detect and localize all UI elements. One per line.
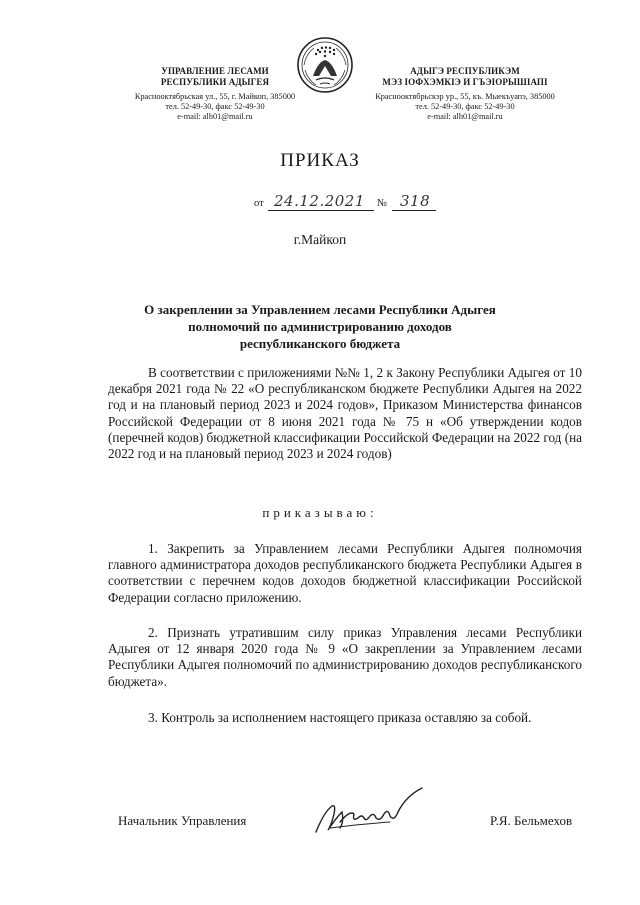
order-item-3: 3. Контроль за исполнением настоящего приказа оставляю за собой. — [148, 710, 532, 725]
org-address-left: Красноoктябрьская ул., 55, г. Майкоп, 385000 — [134, 92, 296, 101]
signatory-name: Р.Я. Бельмехов — [490, 813, 573, 828]
order-number-line — [252, 194, 472, 214]
number-prefix: № — [377, 198, 388, 209]
order-subject: О закреплении за Управлением лесами Республики Адыгея полномочий по администрированию доходов республиканского бюджета — [144, 302, 496, 351]
org-phone-right: тел. 52-49-30, факс 52-49-30 — [415, 102, 515, 111]
number-underline — [392, 210, 436, 211]
org-email-right: e-mail: alh01@mail.ru — [427, 112, 503, 121]
org-contacts-left — [90, 92, 340, 122]
org-address-right: Красноoктябрьскэр ур., 55, къ. Мыекъуапэ, 385000 — [375, 92, 555, 101]
document-title: ПРИКАЗ — [280, 150, 360, 171]
org-contacts-right — [340, 92, 590, 122]
preamble-paragraph: В соответствии с приложениями №№ 1, 2 к Закону Республики Адыгея от 10 декабря 2021 года № 22 «О республиканском бюджете Республики Адыгея на 2022 год и на плановый период 2023 и 2024 годов», Приказом Министерства финансов Российской Федерации от 8 июня 2021 года № 75 н «Об утверждении кодов (перечней кодов) бюджетной классификации Российской Федерации на 2022 год (на 2022 год и на плановый период 2023 и 2024 годов) — [108, 365, 582, 462]
order-date: 24.12.2021 — [274, 192, 365, 210]
date-prefix: от — [254, 198, 264, 209]
org-name-right: АДЫГЭ РЕСПУБЛИКЭМ МЭЗ ІОФХЭМКІЭ И ГЪЭІОРЫШІАПІ — [382, 66, 548, 87]
org-email-left: e-mail: alh01@mail.ru — [177, 112, 253, 121]
order-item-1: 1. Закрепить за Управлением лесами Республики Адыгея полномочия главного администратора доходов республиканского бюджета Республики Адыгея в соответствии с перечнем кодов доходов бюджетной классификации Российской Федерации согласно приложению. — [108, 541, 582, 605]
order-item-2: 2. Признать утратившим силу приказ Управления лесами Республики Адыгея от 12 января 2020 года № 9 «О закреплении за Управлением лесами Республики Адыгея полномочий по администрированию доходов республиканского бюджета». — [108, 625, 582, 689]
handwritten-signature — [310, 782, 435, 840]
signatory-position: Начальник Управления — [118, 813, 247, 828]
org-name-left: УПРАВЛЕНИЕ ЛЕСАМИ РЕСПУБЛИКИ АДЫГЕЯ — [160, 66, 270, 87]
date-underline — [268, 210, 374, 211]
org-block-right — [340, 66, 590, 122]
order-word: приказываю: — [262, 505, 378, 520]
order-number: 318 — [400, 192, 431, 210]
city: г.Майкоп — [293, 232, 347, 247]
org-phone-left: тел. 52-49-30, факс 52-49-30 — [165, 102, 265, 111]
